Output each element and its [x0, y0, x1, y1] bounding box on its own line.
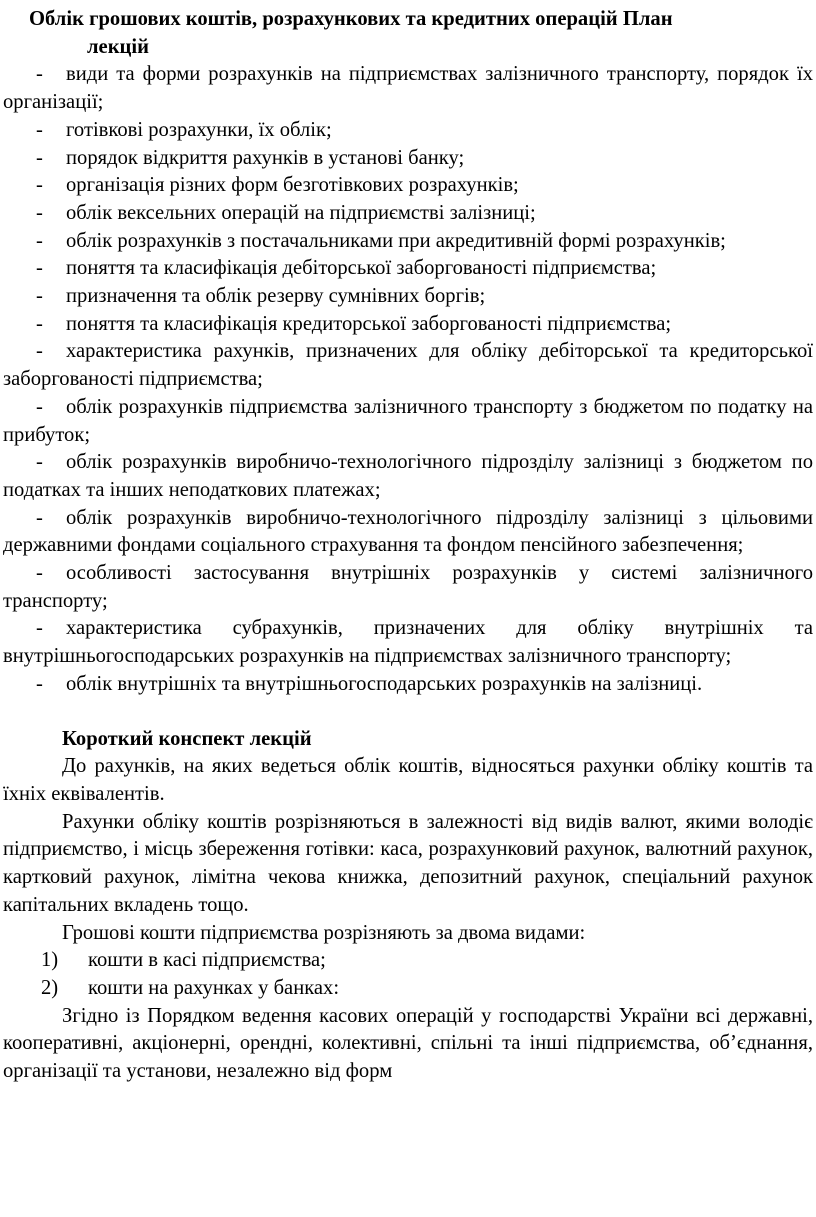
list-dash: - — [36, 257, 43, 280]
plan-item-text: особливості застосування внутрішніх розрахунків у системі залізничного транспорту; — [3, 562, 813, 612]
plan-item — [3, 560, 813, 615]
list-dash: - — [36, 395, 43, 418]
item-text: кошти на рахунках у банках: — [88, 976, 340, 999]
paragraph: Рахунки обліку коштів розрізняються в залежності від видів валют, якими володіє підприємство, і місць збереження готівки: каса, розрахунковий рахунок, валютний рахунок, картковий рахунок, лімітна чекова книжка, депозитний рахунок, спеціальний рахунок капітальних вкладень тощо. — [3, 810, 813, 916]
plan-item-text: облік розрахунків виробничо-технологічного підрозділу залізниці з бюджетом по податках та інших неподаткових платежах; — [3, 451, 813, 501]
plan-item-text: поняття та класифікація дебіторської заборгованості підприємства; — [66, 257, 657, 280]
list-dash: - — [36, 562, 43, 585]
section-spacer — [3, 699, 813, 726]
plan-item — [3, 311, 813, 339]
plan-item — [3, 394, 813, 449]
title-line-1: Облік грошових коштів, розрахункових та кредитних операцій План — [29, 8, 673, 30]
numbered-list — [3, 947, 813, 1002]
list-dash: - — [36, 146, 43, 169]
plan-item — [3, 117, 813, 145]
plan-item-text: облік розрахунків підприємства залізничного транспорту з бюджетом по податку на прибуток; — [3, 395, 813, 446]
plan-item-text: характеристика субрахунків, призначених для обліку внутрішніх та внутрішньогосподарських розрахунків на підприємствах залізничного транспорту; — [3, 617, 813, 668]
item-text: кошти в касі підприємства; — [88, 949, 326, 972]
plan-item — [3, 145, 813, 173]
document-title — [3, 6, 813, 61]
plan-item-text: облік вексельних операцій на підприємстві залізниці; — [66, 201, 536, 224]
list-dash: - — [36, 340, 43, 363]
plan-item — [3, 255, 813, 283]
plan-item-text: призначення та облік резерву сумнівних боргів; — [66, 285, 486, 308]
paragraph: До рахунків, на яких ведеться облік коштів, відносяться рахунки обліку коштів та їхніх еквівалентів. — [3, 755, 813, 805]
plan-item-text: облік розрахунків з постачальниками при акредитивній формі розрахунків; — [66, 229, 726, 252]
plan-item — [3, 615, 813, 670]
plan-item — [3, 505, 813, 560]
numbered-item — [3, 975, 813, 1003]
item-number: 2) — [41, 976, 59, 999]
list-dash: - — [36, 506, 43, 529]
plan-item — [3, 283, 813, 311]
list-dash: - — [36, 174, 43, 197]
plan-item — [3, 338, 813, 393]
item-number: 1) — [41, 949, 59, 972]
plan-item — [3, 61, 813, 116]
list-dash: - — [36, 229, 43, 252]
list-dash: - — [36, 201, 43, 224]
plan-item-text: організація різних форм безготівкових розрахунків; — [66, 174, 519, 197]
plan-item — [3, 449, 813, 504]
list-dash: - — [36, 118, 43, 141]
title-line-2: лекцій — [87, 35, 150, 58]
plan-item — [3, 172, 813, 200]
paragraph: Згідно із Порядком ведення касових операцій у господарстві України всі державні, кооперативні, акціонерні, орендні, колективні, спільні та інші підприємства, об’єднання, організації та установи, незалежно від форм — [3, 1004, 813, 1083]
plan-item-text: облік розрахунків виробничо-технологічного підрозділу залізниці з цільовими державними фондами соціального страхування та фондом пенсійного забезпечення; — [3, 506, 813, 557]
list-dash: - — [36, 672, 43, 695]
list-dash: - — [36, 617, 43, 640]
plan-item-text: готівкові розрахунки, їх облік; — [66, 118, 332, 141]
summary-heading: Короткий конспект лекцій — [62, 727, 312, 750]
plan-item-text: поняття та класифікація кредиторської заборгованості підприємства; — [66, 312, 672, 335]
list-dash: - — [36, 451, 43, 474]
list-dash: - — [36, 63, 43, 86]
list-dash: - — [36, 312, 43, 335]
plan-item-text: облік внутрішніх та внутрішньогосподарських розрахунків на залізниці. — [66, 672, 703, 695]
plan-item — [3, 228, 813, 256]
list-dash: - — [36, 285, 43, 308]
numbered-item — [3, 947, 813, 975]
plan-item — [3, 671, 813, 699]
plan-item — [3, 200, 813, 228]
plan-item-text: види та форми розрахунків на підприємствах залізничного транспорту, порядок їх організації; — [3, 63, 813, 114]
paragraph: Грошові кошти підприємства розрізняють за двома видами: — [62, 921, 586, 944]
plan-item-text: порядок відкриття рахунків в установі банку; — [66, 146, 465, 169]
lecture-plan-list — [3, 61, 813, 698]
plan-item-text: характеристика рахунків, призначених для обліку дебіторської та кредиторської заборгованості підприємства; — [3, 340, 813, 391]
